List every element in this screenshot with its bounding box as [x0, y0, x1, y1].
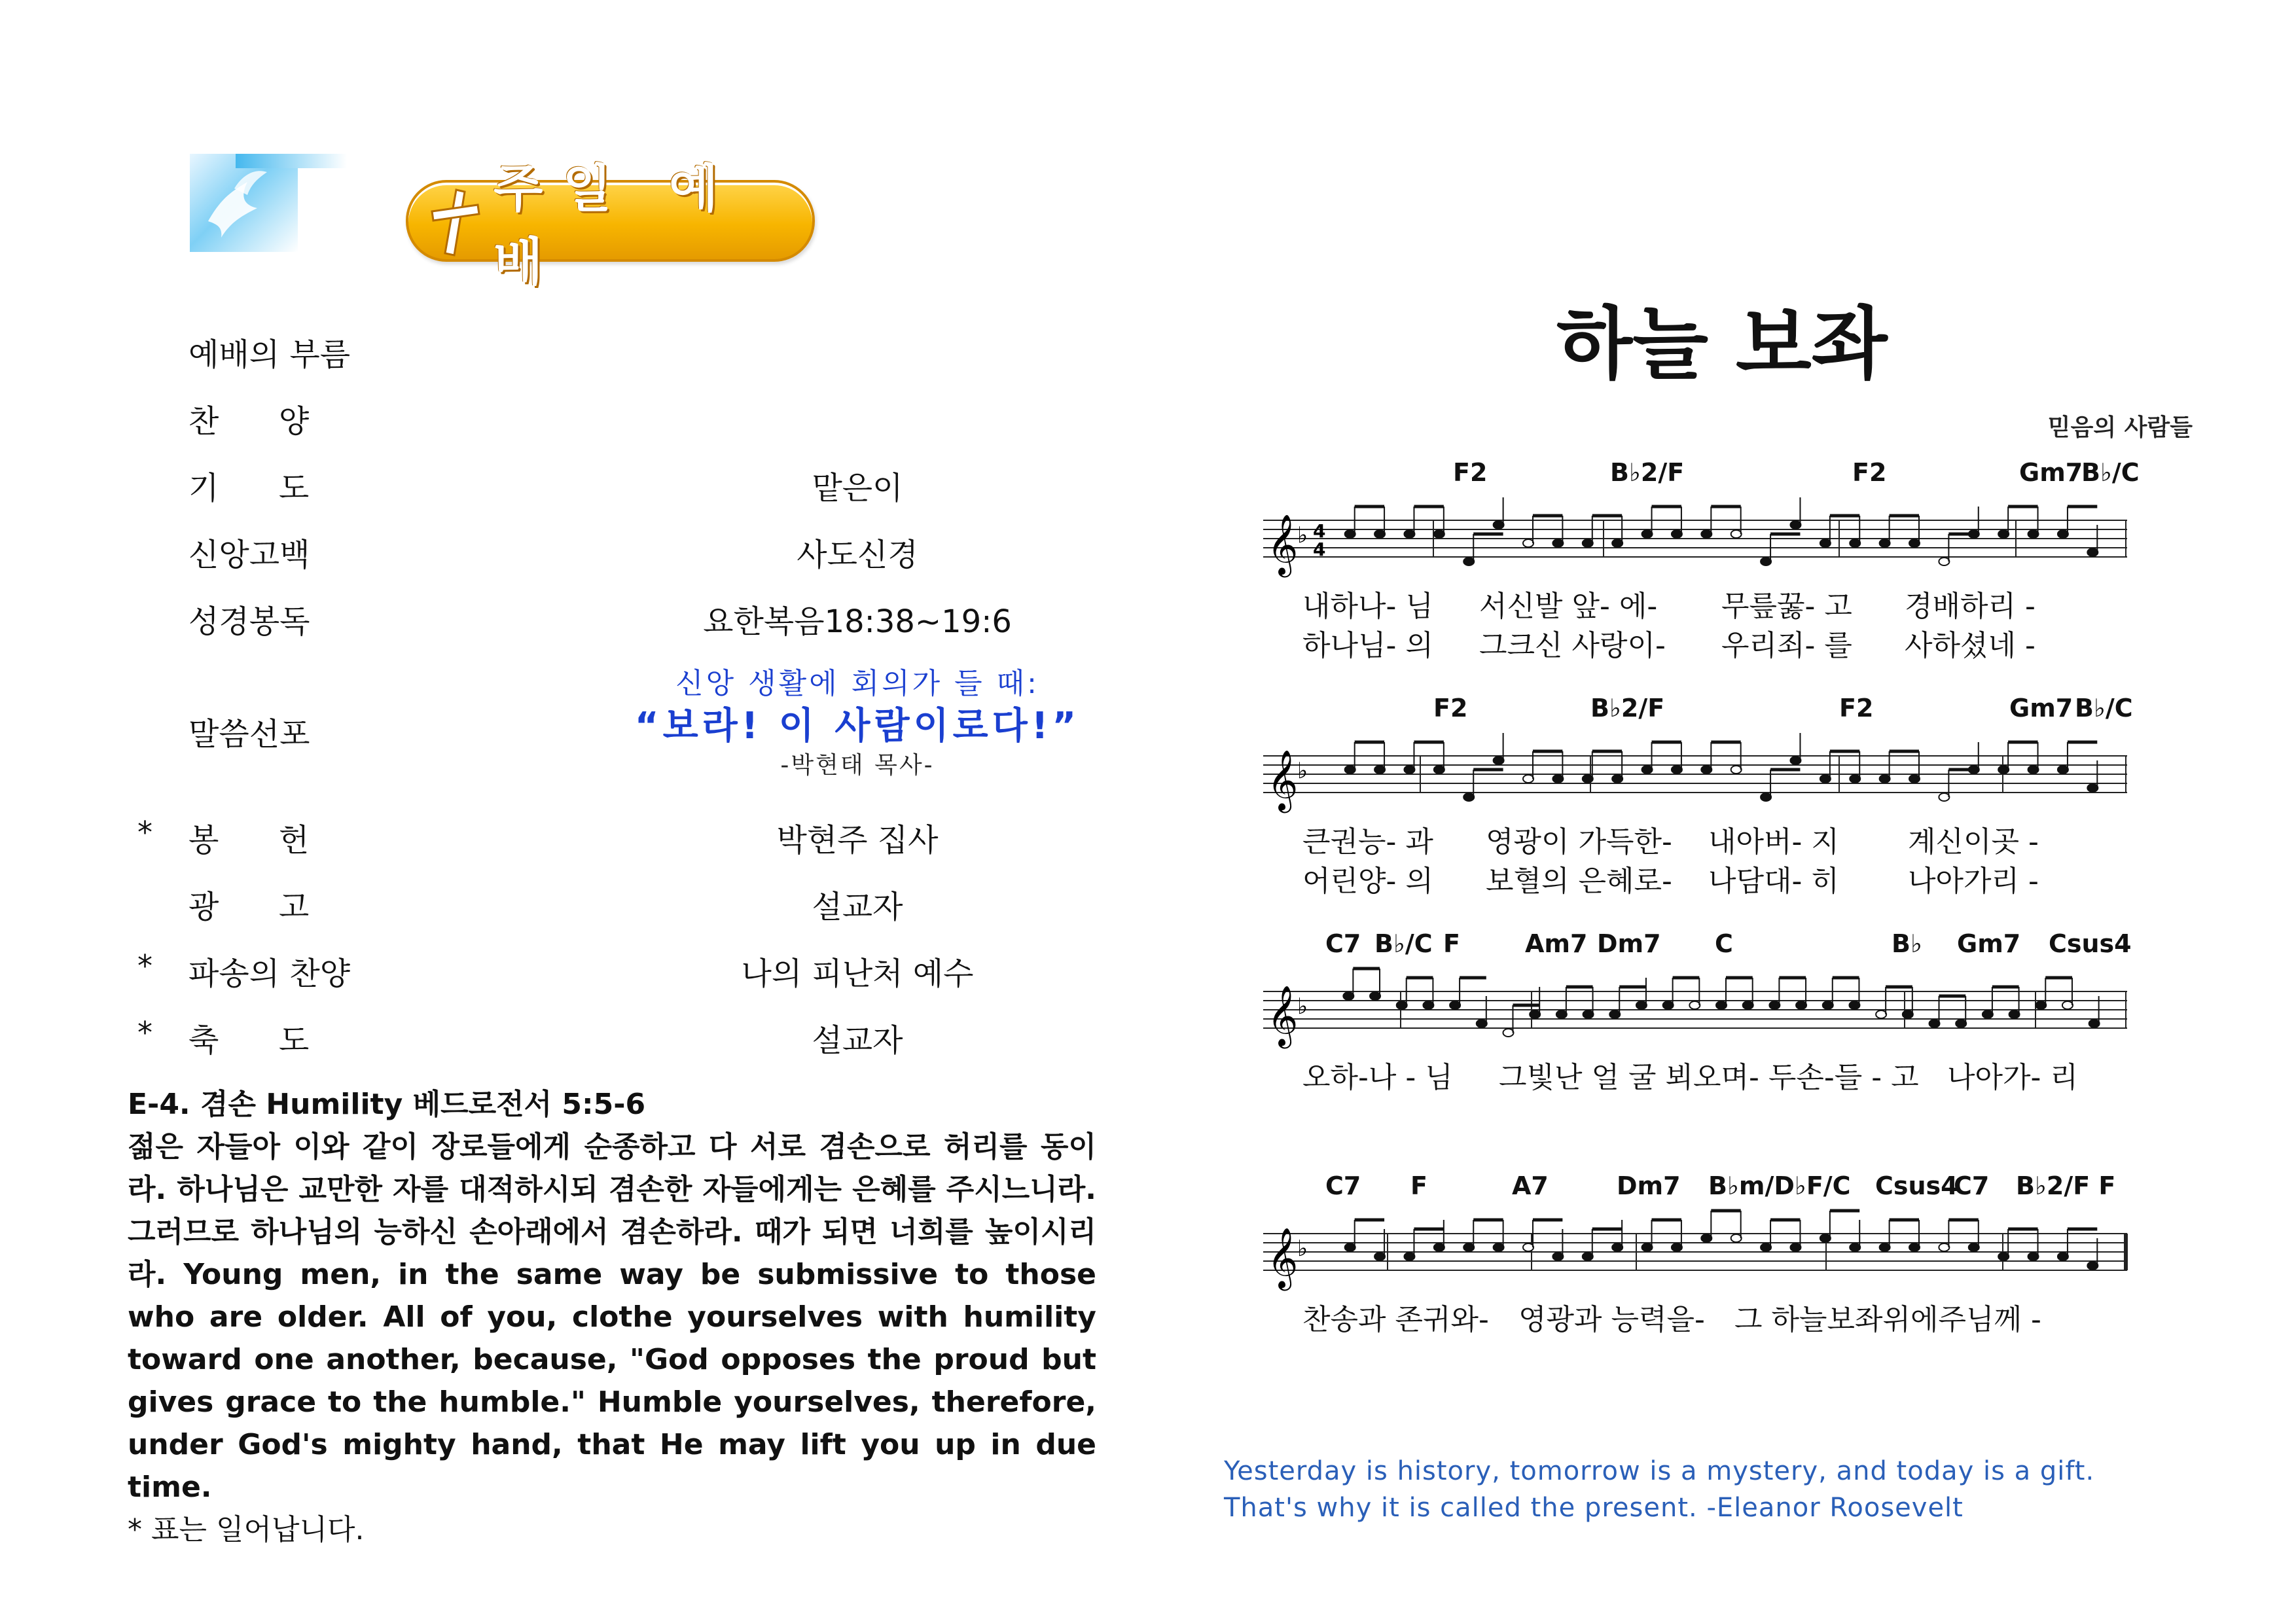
note-head [1552, 1253, 1563, 1260]
note-head [1743, 1001, 1753, 1009]
order-item [0, 943, 1148, 995]
lyric-line [1302, 1296, 2140, 1335]
lyric-segment: 그크신 사랑이- [1479, 629, 1666, 662]
note-head [2058, 1253, 2068, 1260]
note-head [1423, 1001, 1433, 1009]
time-signature: 4 [1313, 520, 1326, 542]
chord-symbol: Dm7 [1617, 1171, 1681, 1200]
lyric-segment: 우리죄- 를 [1721, 629, 1852, 662]
note-head [1849, 1001, 1859, 1009]
chord-symbol: B♭2/F [1590, 694, 1665, 722]
note-head [1494, 1243, 1504, 1251]
chord-symbol: F2 [1852, 458, 1887, 487]
note-head [1672, 1243, 1682, 1251]
chord-symbol: C7 [1325, 929, 1361, 958]
note-head [1716, 1001, 1727, 1009]
note-head [1463, 558, 1474, 565]
note-head [2087, 548, 2098, 556]
note-head [1434, 1243, 1444, 1251]
note-head [1820, 775, 1831, 783]
sermon-preacher: -박현태 목사- [780, 752, 935, 779]
note-head [2028, 530, 2039, 538]
note-head [1434, 530, 1444, 538]
chord-symbol: C7 [1954, 1171, 1990, 1200]
chord-symbol: B♭/C [2081, 458, 2140, 487]
lyric-line [1302, 622, 2140, 661]
lyric-segment: 경배하리 - [1905, 590, 2036, 623]
sermon-subtitle: 신앙 생활에 회의가 들 때: [675, 667, 1039, 700]
lyric-segment: 내아버- 지 [1708, 825, 1839, 859]
note-head [1672, 766, 1682, 774]
chord-symbol: F2 [1453, 458, 1488, 487]
note-head [1523, 539, 1534, 547]
order-label: 예배의 부름 [188, 336, 351, 373]
chord-symbol: Gm7 [1957, 929, 2021, 958]
note-head [1672, 530, 1682, 538]
order-label: 성경봉독 [188, 603, 310, 640]
lyric-segment: 큰권능- 과 [1302, 825, 1433, 859]
note-head [1969, 1243, 1979, 1251]
note-head [1790, 1243, 1801, 1251]
chord-symbol: B♭/C [2075, 694, 2133, 722]
note-head [1998, 530, 2009, 538]
note-head [1998, 1253, 2009, 1260]
treble-clef-icon: 𝄞 [1267, 985, 1299, 1046]
note-head [1880, 1243, 1890, 1251]
note-head [1523, 775, 1534, 783]
treble-clef-icon: 𝄞 [1267, 749, 1299, 810]
key-flat-icon: ♭ [1297, 993, 1308, 1020]
note-head [1850, 775, 1860, 783]
note-head [1404, 1253, 1414, 1260]
order-label: 축 도 [188, 1022, 310, 1059]
music-staff [1263, 491, 2127, 589]
note-head [1374, 530, 1385, 538]
order-value: 나의 피난처 예수 [741, 955, 974, 992]
quote-line: That's why it is called the present. -Eleanor Roosevelt [1224, 1493, 1964, 1523]
stand-marker: * [137, 948, 152, 984]
note-head [1374, 1253, 1385, 1260]
note-head [1909, 1243, 1920, 1251]
service-title: 주일 예배 [493, 159, 738, 292]
note-head [1583, 539, 1593, 547]
music-system [1263, 458, 2140, 662]
chord-symbol: Gm7 [2009, 694, 2073, 722]
order-label: 말씀선포 [188, 716, 310, 753]
note-head [1642, 1243, 1653, 1251]
note-head [2058, 766, 2068, 774]
stand-marker: * [137, 1015, 152, 1050]
lyric-segment: 나아가리 - [1908, 865, 2039, 898]
note-head [1642, 766, 1653, 774]
note-head [1790, 521, 1801, 529]
chord-symbol: Gm7 [2019, 458, 2083, 487]
note-head [1523, 1243, 1534, 1251]
chord-symbol: Am7 [1525, 929, 1588, 958]
music-staff [1263, 962, 2127, 1060]
note-head [1880, 775, 1890, 783]
note-head [1701, 766, 1712, 774]
note-head [1503, 1029, 1513, 1037]
note-head [1612, 539, 1623, 547]
note-head [1463, 793, 1474, 801]
chord-symbol: F [1410, 1171, 1427, 1200]
note-head [1769, 1001, 1780, 1009]
key-flat-icon: ♭ [1297, 758, 1308, 784]
lyric-segment: 계신이곳 - [1908, 825, 2039, 859]
note-head [1583, 1010, 1594, 1018]
chord-symbol: B♭2/F F [2016, 1171, 2116, 1200]
order-value: 박현주 집사 [776, 822, 939, 859]
lyric-segment: 하나님- 의 [1302, 629, 1433, 662]
note-head [1761, 1243, 1771, 1251]
order-value: 요한복음18:38~19:6 [703, 603, 1012, 640]
lyric-segment: 나아가- 리 [1947, 1061, 2078, 1094]
note-head [1939, 793, 1949, 801]
chord-symbol: F [1443, 929, 1460, 958]
order-label: 기 도 [188, 470, 310, 507]
order-item [0, 457, 1148, 510]
order-label: 신앙고백 [188, 537, 310, 573]
lyric-line [1302, 1054, 2140, 1093]
note-head [1636, 1001, 1647, 1009]
note-head [1374, 766, 1385, 774]
note-head [1612, 1243, 1623, 1251]
note-head [1404, 766, 1414, 774]
chord-symbol: B♭ [1892, 929, 1922, 958]
lyric-segment: 영광과 능력을- [1518, 1303, 1705, 1336]
note-head [1761, 793, 1771, 801]
note-head [1552, 539, 1563, 547]
note-head [1370, 992, 1380, 1000]
lyric-segment: 무릎꿇- 고 [1721, 590, 1852, 623]
note-head [1583, 1253, 1593, 1260]
lyric-line [1302, 818, 2140, 857]
note-head [1397, 1001, 1407, 1009]
closing-quote [1224, 1453, 2166, 1526]
chord-symbol: F2 [1433, 694, 1468, 722]
note-head [1463, 1243, 1474, 1251]
note-head [2036, 1001, 2046, 1009]
lyric-segment: 영광이 가득한- [1486, 825, 1672, 859]
note-head [2028, 766, 2039, 774]
treble-clef-icon: 𝄞 [1267, 1227, 1299, 1288]
quote-line: Yesterday is history, tomorrow is a mystery, and today is a gift. [1224, 1456, 2095, 1486]
order-value: 설교자 [812, 889, 903, 925]
lyric-line [1302, 582, 2140, 622]
note-head [1903, 1010, 1913, 1018]
note-head [1909, 539, 1920, 547]
note-head [1345, 766, 1355, 774]
note-head [1939, 558, 1949, 565]
note-head [1820, 1234, 1831, 1242]
chord-symbol: C [1715, 929, 1733, 958]
note-head [1790, 757, 1801, 764]
note-head [2009, 1010, 2020, 1018]
music-staff [1263, 1204, 2127, 1302]
note-head [2087, 784, 2098, 792]
note-head [1556, 1010, 1567, 1018]
order-item [0, 591, 1148, 643]
note-head [1701, 530, 1712, 538]
note-head [1850, 1243, 1860, 1251]
note-head [1731, 766, 1742, 774]
stand-marker: * [137, 815, 152, 850]
note-head [1434, 766, 1444, 774]
note-head [1761, 558, 1771, 565]
note-head [2087, 1262, 2098, 1270]
note-head [1343, 992, 1354, 1000]
note-head [1982, 1010, 1993, 1018]
order-value: 맡은이 [812, 470, 903, 507]
lyric-segment: 보혈의 은혜로- [1486, 865, 1672, 898]
memory-verse [128, 1083, 1096, 1551]
lyric-segment: 그빛난 얼 굴 뵈오며- 두손-들 - 고 [1499, 1061, 1919, 1094]
stand-note: * 표는 일어납니다. [128, 1513, 365, 1546]
note-head [1404, 530, 1414, 538]
note-head [1969, 530, 1979, 538]
order-label: 찬 양 [188, 403, 310, 440]
note-head [1583, 775, 1593, 783]
music-staff [1263, 726, 2127, 825]
note-head [1969, 766, 1979, 774]
note-head [1731, 1234, 1742, 1242]
note-head [1663, 1001, 1674, 1009]
sermon-block [589, 664, 1126, 782]
note-head [1642, 530, 1653, 538]
music-system [1263, 929, 2132, 1094]
note-head [2089, 1020, 2100, 1027]
note-head [1929, 1020, 1940, 1027]
note-head [1850, 539, 1860, 547]
note-head [1494, 757, 1504, 764]
order-item [0, 876, 1148, 929]
note-head [1494, 521, 1504, 529]
note-head [1612, 775, 1623, 783]
note-head [1689, 1001, 1700, 1009]
note-head [1345, 1243, 1355, 1251]
treble-clef-icon: 𝄞 [1267, 514, 1299, 575]
music-system [1263, 1171, 2127, 1336]
lyric-segment: 오하-나 - 님 [1302, 1061, 1453, 1094]
note-head [1345, 530, 1355, 538]
note-head [1450, 1001, 1460, 1009]
note-head [1823, 1001, 1833, 1009]
note-head [1552, 775, 1563, 783]
lyric-segment: 내하나- 님 [1302, 590, 1433, 623]
order-value: 사도신경 [797, 537, 918, 573]
lyric-segment: 어린양- 의 [1302, 865, 1433, 898]
key-flat-icon: ♭ [1297, 522, 1308, 548]
verse-body: 젊은 자들아 이와 같이 장로들에게 순종하고 다 서로 겸손으로 허리를 동이라. 하나님은 교만한 자를 대적하시되 겸손한 자들에게는 은혜를 주시느니라. 그러므로 하나님의 능하신 손아래에서 겸손하라. 때가 되면 너희를 높이시리라. Young men, in the same way be submissive to those who are older. All of you, clothe yourselves with humility toward one another, because, "God opposes the proud but gives grace to the humble." Humble yourselves, therefore, under God's mighty hand, that He may lift you up in due time. [128, 1130, 1096, 1504]
chord-symbol: B♭m/D♭F/C [1708, 1171, 1851, 1200]
note-head [1956, 1020, 1966, 1027]
note-head [1701, 1234, 1712, 1242]
note-head [1820, 539, 1831, 547]
chord-symbol: F2 [1839, 694, 1874, 722]
chord-symbol: A7 [1512, 1171, 1549, 1200]
song-title: 하늘 보좌 [1556, 299, 1888, 390]
chord-symbol: C7 [1325, 1171, 1361, 1200]
order-value: 설교자 [812, 1022, 903, 1059]
note-head [1876, 1010, 1886, 1018]
note-head [1909, 775, 1920, 783]
chord-symbol: Csus4 [1875, 1171, 1958, 1200]
order-label: 봉 헌 [188, 822, 310, 859]
verse-title: E-4. 겸손 Humility 베드로전서 5:5-6 [128, 1088, 646, 1121]
lyric-segment: 나담대- 히 [1708, 865, 1839, 898]
lyric-line [1302, 857, 2140, 897]
chord-symbol: Csus4 [2049, 929, 2132, 958]
note-head [2062, 1001, 2073, 1009]
time-signature: 4 [1313, 539, 1326, 560]
order-of-worship [0, 0, 1148, 1113]
order-label: 파송의 찬양 [188, 955, 351, 992]
note-head [2028, 1253, 2039, 1260]
lyric-segment: 사하셨네 - [1905, 629, 2036, 662]
note-head [1609, 1010, 1620, 1018]
chord-symbol: B♭/C [1374, 929, 1433, 958]
order-item [0, 324, 1148, 376]
order-item [0, 1010, 1148, 1062]
chord-symbol: B♭2/F [1610, 458, 1685, 487]
order-item [0, 810, 1148, 862]
lyric-segment: 찬송과 존귀와- [1302, 1303, 1489, 1336]
sermon-title: “보라! 이 사람이로다!” [634, 705, 1081, 747]
note-head [1477, 1020, 1487, 1027]
chord-symbol: Dm7 [1597, 929, 1661, 958]
note-head [1998, 766, 2009, 774]
note-head [1731, 530, 1742, 538]
note-head [1939, 1243, 1949, 1251]
note-head [1880, 539, 1890, 547]
note-head [2058, 530, 2068, 538]
song-credit: 믿음의 사람들 [2047, 414, 2193, 441]
note-head [1796, 1001, 1806, 1009]
lyric-segment: 서신발 앞- 에- [1479, 590, 1658, 623]
note-head [1530, 1010, 1540, 1018]
order-item [0, 391, 1148, 443]
lyric-segment: 그 하늘보좌위에주님께 - [1734, 1303, 2041, 1336]
order-item [0, 524, 1148, 577]
key-flat-icon: ♭ [1297, 1236, 1308, 1262]
order-label: 광 고 [188, 889, 310, 925]
music-system [1263, 694, 2133, 898]
